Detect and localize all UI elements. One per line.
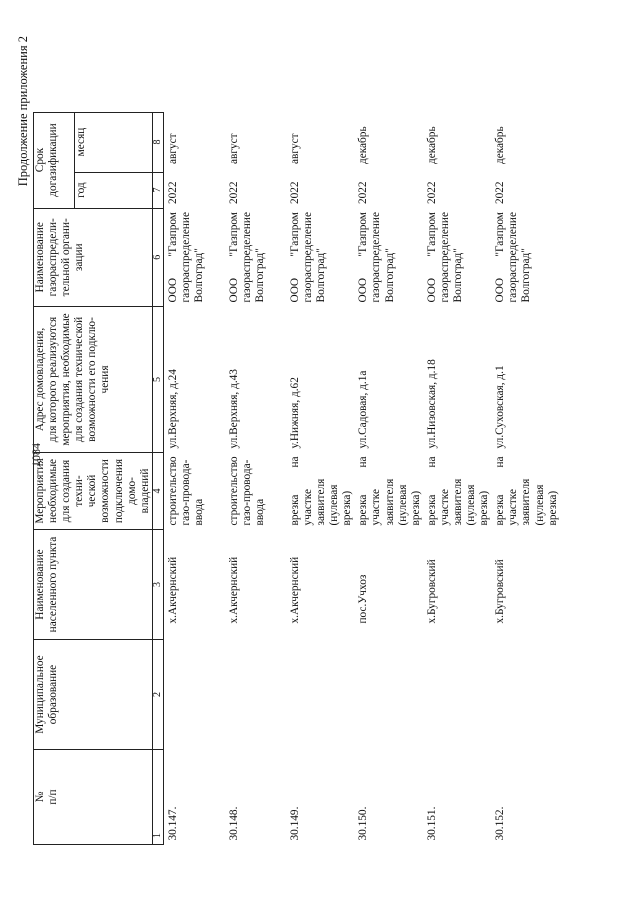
colnum-5: 5 [152, 306, 163, 452]
row-municipality [286, 640, 354, 750]
row-municipality [354, 640, 422, 750]
row-measure: врезка на участке заявителя (нулевая врезка) [288, 456, 354, 526]
table-row [286, 112, 354, 844]
row-address: ул.Садовая, д.1а [357, 370, 370, 449]
table-row [423, 112, 491, 844]
row-year: 2022 [357, 181, 370, 205]
header-row [34, 112, 75, 844]
row-organization: ООО "Газпром газораспределение Волгоград" [425, 212, 464, 303]
row-measure: врезка на участке заявителя (нулевая врезка) [357, 456, 422, 526]
header-municipality: Муниципальное образование [34, 640, 153, 750]
header-num: № п/п [34, 750, 153, 845]
header-year: год [75, 172, 153, 208]
row-number: 30.152. [494, 806, 507, 841]
header-address: Адрес домовладения, для которого реализуются мероприятия, необходимые для создания технической возможности его подклю- чения [34, 306, 153, 452]
row-organization: ООО "Газпром газораспределение Волгоград" [357, 212, 396, 303]
row-measure: строительство газо-провода-ввода [227, 456, 267, 526]
row-address: ул.Верхняя, д.24 [166, 369, 179, 449]
row-number: 30.147. [166, 806, 179, 841]
row-municipality [423, 640, 491, 750]
row-measure: врезка на участке заявителя (нулевая врезка) [425, 456, 491, 526]
row-year: 2022 [288, 181, 301, 205]
row-number: 30.149. [288, 806, 301, 841]
header-settlement: Наименование населенного пункта [34, 530, 153, 640]
header-measures: Мероприятия необходимые для создания техни- ческой возможности подключения домо- владений [34, 452, 153, 529]
row-measure: строительство газо-провода-ввода [166, 456, 206, 526]
colnum-6: 6 [152, 208, 163, 306]
row-number: 30.151. [425, 806, 438, 841]
column-number-row [152, 112, 163, 844]
row-month: август [227, 133, 240, 165]
header-month: месяц [75, 112, 153, 172]
table-body [163, 112, 559, 844]
colnum-8: 8 [152, 112, 163, 172]
row-municipality [163, 640, 225, 750]
row-organization: ООО "Газпром газораспределение Волгоград" [227, 212, 267, 303]
table-row [491, 112, 559, 844]
row-settlement: х.Бугровский [494, 559, 507, 624]
page-number: 1084 [29, 443, 43, 467]
colnum-2: 2 [152, 640, 163, 750]
row-address: ул.Суховская, д.1 [494, 365, 507, 449]
gasification-table [33, 112, 560, 845]
row-address: ул.Низовская, д.18 [425, 359, 438, 449]
row-number: 30.150. [357, 806, 370, 841]
row-municipality [491, 640, 559, 750]
table-row [163, 112, 225, 844]
table-row [354, 112, 422, 844]
row-month: август [166, 133, 179, 165]
row-number: 30.148. [227, 806, 240, 841]
row-month: декабрь [357, 126, 370, 165]
colnum-4: 4 [152, 452, 163, 529]
row-settlement: х.Акчернский [166, 556, 179, 624]
row-year: 2022 [494, 181, 507, 205]
row-settlement: х.Акчернский [288, 556, 301, 624]
colnum-1: 1 [152, 750, 163, 845]
row-measure: врезка на участке заявителя (нулевая врезка) [494, 456, 559, 526]
row-year: 2022 [227, 181, 240, 205]
row-settlement: х.Бугровский [425, 559, 438, 624]
colnum-7: 7 [152, 172, 163, 208]
continuation-title: Продолжение приложения 2 [16, 36, 30, 187]
row-settlement: пос.Учхоз [357, 574, 370, 624]
row-year: 2022 [425, 181, 438, 205]
row-year: 2022 [166, 181, 179, 205]
row-month: декабрь [494, 126, 507, 165]
row-organization: ООО "Газпром газораспределение Волгоград" [494, 212, 533, 303]
header-deadline: Срок догазификации [34, 112, 75, 208]
table-row [225, 112, 286, 844]
row-address: ул.Верхняя, д.43 [227, 369, 240, 449]
row-address: у.Нижняя, д.62 [288, 377, 301, 449]
row-month: август [288, 133, 301, 165]
row-settlement: х.Акчернский [227, 556, 240, 624]
row-organization: ООО "Газпром газораспределение Волгоград" [288, 212, 328, 303]
row-organization: ООО "Газпром газораспределение Волгоград" [166, 212, 206, 303]
row-month: декабрь [425, 126, 438, 165]
colnum-3: 3 [152, 530, 163, 640]
header-organization: Наименование газораспредели- тельной органи- зации [34, 208, 153, 306]
row-municipality [225, 640, 286, 750]
